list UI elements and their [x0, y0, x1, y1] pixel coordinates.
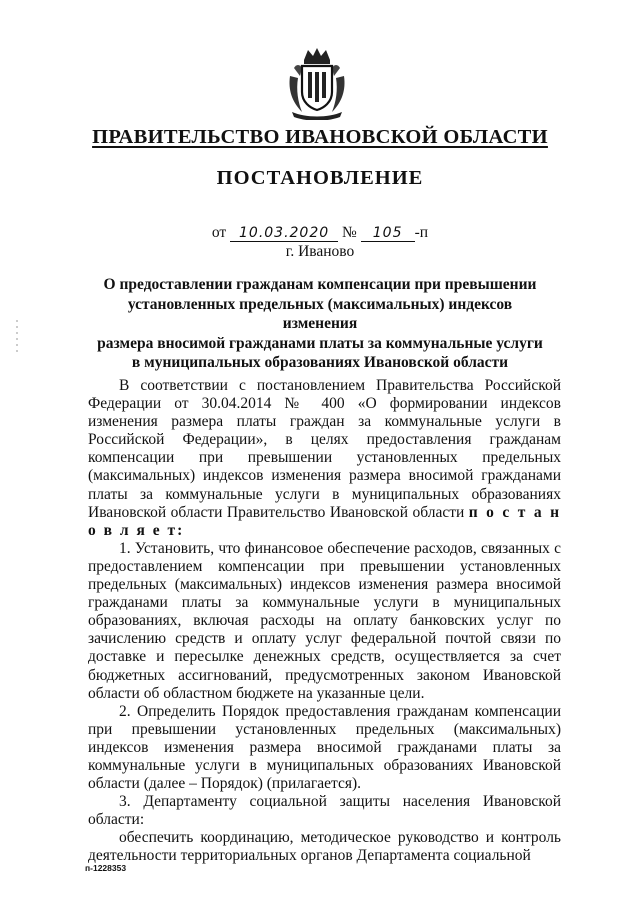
item-1-paragraph: 1. Установить, что финансовое обеспечение расходов, связанных с предоставлением компенсации при превышении установленных предельных (максимальных) индексов изменения размера вносимой гражданами платы за коммунальные услуги в муниципальных образованиях, включая расходы на оплату банковских услуг по зачислению средств и оплату услуг федеральной почтой связи по доставке и пересылке денежных средств, осуществляется за счет бюджетных ассигнований, предусмотренных законом Ивановской области об областном бюджете на указанные цели.: [88, 539, 561, 702]
organization-name: ПРАВИТЕЛЬСТВО ИВАНОВСКОЙ ОБЛАСТИ: [92, 126, 548, 148]
organization-heading: [0, 126, 640, 149]
document-body: [88, 377, 561, 866]
title-line: О предоставлении гражданам компенсации при превышении: [103, 276, 537, 293]
item-3-sub-paragraph: обеспечить координацию, методическое руководство и контроль деятельности территориальных органов Департамента социальной: [88, 829, 561, 865]
city: г. Иваново: [285, 243, 355, 260]
handwritten-date: 10.03.2020: [230, 226, 338, 242]
item-2-paragraph: 2. Определить Порядок предоставления гражданам компенсации при превышении установленных предельных (максимальных) индексов изменения размера вносимой гражданами платы за коммунальные услуги в муниципальных образованиях Ивановской области (далее – Порядок) (прилагается).: [88, 702, 561, 793]
document-title: [90, 275, 550, 373]
scan-margin-mark: [16, 320, 18, 354]
number-suffix: -п: [414, 224, 429, 241]
date-prefix: от: [211, 224, 227, 241]
title-line: установленных предельных (максимальных) индексов изменения: [127, 295, 513, 332]
handwritten-number: 105: [361, 226, 415, 242]
intro-paragraph: [88, 377, 561, 540]
document-type: ПОСТАНОВЛЕНИЕ: [216, 167, 424, 189]
resolves-word: п о с т а н о в л я е т:: [88, 503, 562, 539]
title-line: размера вносимой гражданами платы за коммунальные услуги: [97, 334, 543, 352]
title-line: в муниципальных образованиях Ивановской области: [131, 354, 509, 371]
coat-of-arms-emblem: [286, 46, 348, 120]
date-number-line: [0, 224, 640, 242]
item-3-paragraph: 3. Департаменту социальной защиты населения Ивановской области:: [88, 793, 561, 829]
document-id: п-1228353: [85, 863, 127, 873]
intro-text: В соответствии с постановлением Правительства Российской Федерации от 30.04.2014 № 400 «О формировании индексов изменения размера платы граждан за коммунальные услуги в Российской Федерации», в целях предоставления гражданам компенсации при превышении установленных предельных (максимальных) индексов изменения размера вносимой гражданами платы за коммунальные услуги в муниципальных образованиях Ивановской области Правительство Ивановской области: [88, 377, 561, 521]
number-prefix: №: [341, 224, 357, 241]
